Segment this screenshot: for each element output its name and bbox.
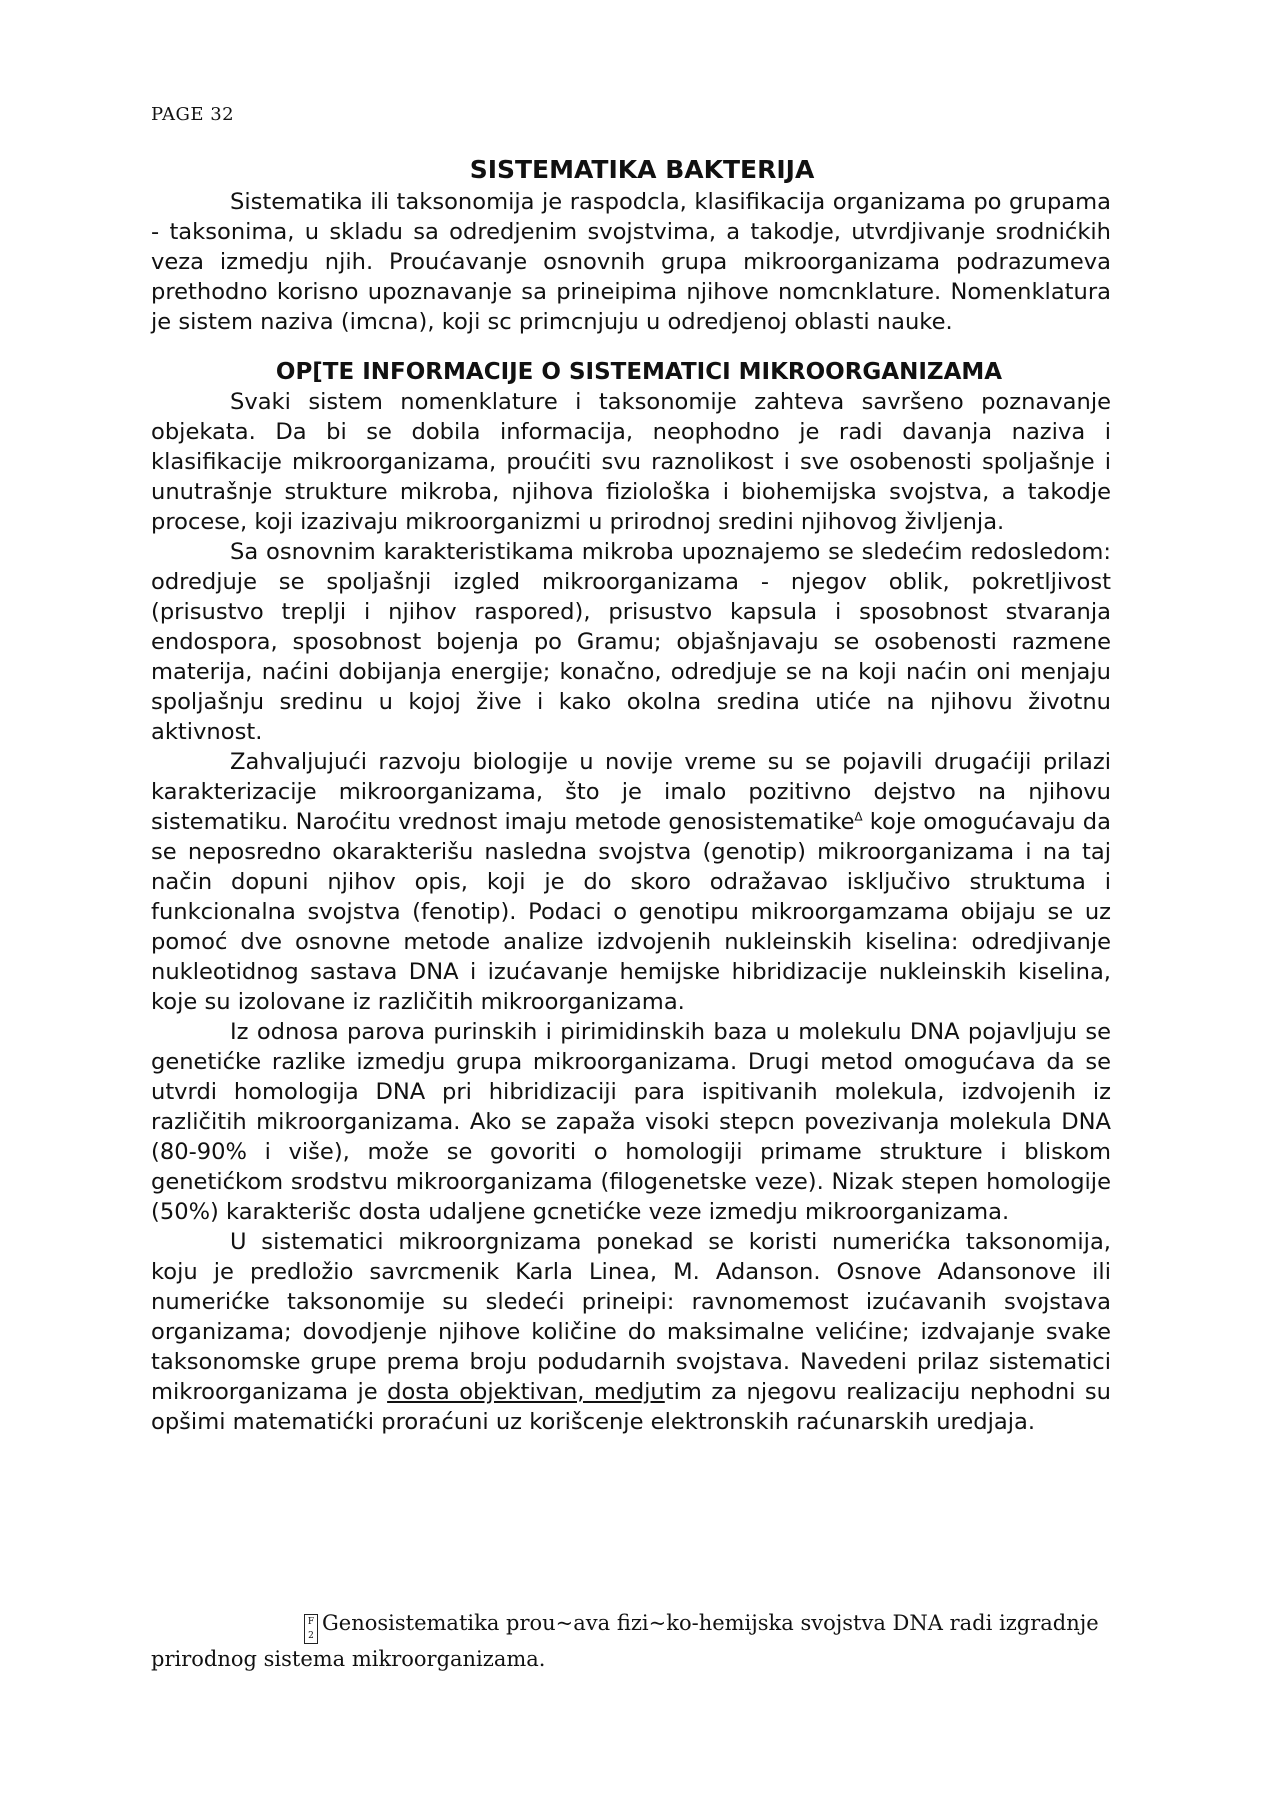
paragraph-5-text-b: tim za njegovu realizaciju nephodni su opšimi matematićki proraćuni uz korišcenje elektronskih raćunarskih uredjaja.: [151, 1379, 1111, 1435]
document-title: SISTEMATIKA BAKTERIJA: [469, 155, 815, 184]
page-number-header: PAGE 32: [151, 104, 235, 125]
section-title: OP[TE INFORMACIJE O SISTEMATICI MIKROORGANIZAMA: [275, 359, 1003, 385]
paragraph-5-text-a: U sistematici mikroorgnizama ponekad se koristi numerićka taksonomija, koju je predložio savrcmenik Karla Linea, M. Adanson. Osnove Adansonove ili numerićke taksonomije su sledeći prineipi: ravnomemost izućavanih svojstava organizama; dovodjenje njihove količine do maksimalne velićine; izdvajanje svake taksonomske grupe prema broju podudarnih svojstava. Navedeni prilaz sistematici mikroorganizama je: [151, 1229, 1111, 1405]
footnote-field-box: F 2: [304, 1614, 318, 1644]
footnote-text: Genosistematika prou~ava fizi~ko-hemijska svojstva DNA radi izgradnje prirodnog sistema mikroorganizama.: [151, 1611, 1099, 1671]
paragraph-3-text-a: Zahvaljujući razvoju biologije u novije vreme su se pojavili drugaćiji prilazi karakterizacije mikroorganizama, što je imalo pozitivno dejstvo na njihovu sistematiku. Naroćitu vrednost imaju metode genosistematike: [151, 749, 1111, 835]
footnote-marker[interactable]: ∆: [854, 809, 863, 824]
document-body: [151, 153, 1111, 1437]
underlined-phrase: dosta objektivan, medju: [387, 1379, 665, 1405]
paragraph-3: [151, 747, 1111, 1017]
paragraph-2: Sa osnovnim karakteristikama mikroba upoznajemo se sledećim redosledom: odredjuje se spoljašnji izgled mikroorganizama - njegov oblik, pokretljivost (prisustvo treplji i njihov raspored), prisustvo kapsula i sposobnost stvaranja endospora, sposobnost bojenja po Gramu; objašnjavaju se osobenosti razmene materija, naćini dobijanja energije; konačno, odredjuje se na koji naćin oni menjaju spoljašnju sredinu u kojoj žive i kako okolna sredina utiće na njihovu životnu aktivnost.: [151, 539, 1111, 745]
intro-paragraph: Sistematika ili taksonomija je raspodcla, klasifikacija organizama po grupama - taksonima, u skladu sa odredjenim svojstvima, a takodje, utvrdjivanje srodnićkih veza izmedju njih. Proućavanje osnovnih grupa mikroorganizama podrazumeva prethodno korisno upoznavanje sa prineipima njihove nomcnklature. Nomenklatura je sistem naziva (imcna), koji sc primcnjuju u odredjenoj oblasti nauke.: [151, 189, 1111, 335]
paragraph-1: Svaki sistem nomenklature i taksonomije zahteva savršeno poznavanje objekata. Da bi se dobila informacija, neophodno je radi davanja naziva i klasifikacije mikroorganizama, proućiti svu raznolikost i sve osobenosti spoljašnje i unutrašnje strukture mikroba, njihova fiziološka i biohemijska svojstva, a takodje procese, koji izazivaju mikroorganizmi u prirodnoj sredini njihovog življenja.: [151, 389, 1111, 535]
paragraph-5: [151, 1227, 1111, 1437]
paragraph-3-text-b: koje omogućavaju da se neposredno okarakterišu nasledna svojstva (genotip) mikroorganizama i na taj način dopuni njihov opis, koji je do skoro odražavao isključivo struktuma i funkcionalna svojstva (fenotip). Podaci o genotipu mikroorgamzama obijaju se uz pomoć dve osnovne metode analize izdvojenih nukleinskih kiselina: odredjivanje nukleotidnog sastava DNA i izućavanje hemijske hibridizacije nukleinskih kiselina, koje su izolovane iz različitih mikroorganizama.: [151, 809, 1111, 1015]
footnote: [151, 1608, 1111, 1674]
paragraph-4: Iz odnosa parova purinskih i pirimidinskih baza u molekulu DNA pojavljuju se genetićke razlike izmedju grupa mikroorganizama. Drugi metod omogućava da se utvrdi homologija DNA pri hibridizaciji para ispitivanih molekula, izdvojenih iz različitih mikroorganizama. Ako se zapaža visoki stepcn povezivanja molekula DNA (80-90% i više), može se govoriti o homologiji primame strukture i bliskom genetićkom srodstvu mikroorganizama (filogenetske veze). Nizak stepen homologije (50%) karakterišc dosta udaljene gcnetićke veze izmedju mikroorganizama.: [151, 1019, 1111, 1225]
